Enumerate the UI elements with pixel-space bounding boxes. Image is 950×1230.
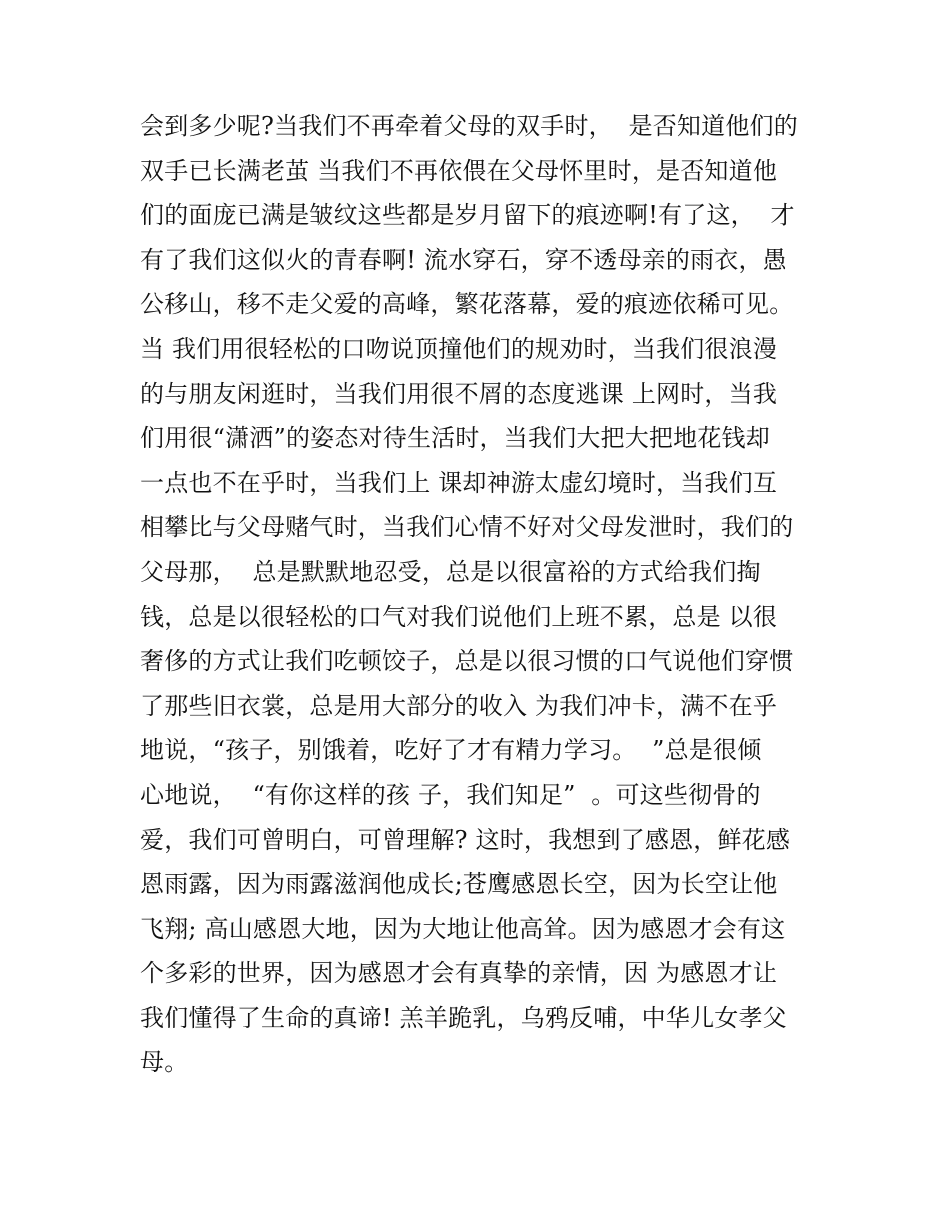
text-line-3: 们的面庞已满是皱纹这些都是岁月留下的痕迹啊!有了这， 才	[140, 201, 795, 230]
text-line-1: 会到多少呢?当我们不再牵着父母的双手时， 是否知道他们的	[140, 112, 798, 140]
body-paragraph	[140, 104, 820, 1085]
text-line-5: 公移山，移不走父爱的高峰，繁花落幕，爱的痕迹依稀可见。	[140, 290, 794, 319]
text-line-2: 双手已长满老茧 当我们不再依偎在父母怀里时，是否知道他	[140, 156, 778, 185]
text-line-17: 爱，我们可曾明白，可曾理解? 这时，我想到了感恩，鲜花感	[140, 825, 791, 854]
text-line-4: 有了我们这似火的青春啊! 流水穿石，穿不透母亲的雨衣，愚	[140, 245, 787, 274]
text-line-15: 地说，“孩子，别饿着，吃好了才有精力学习。 ”总是很倾	[140, 736, 762, 765]
text-line-20: 个多彩的世界，因为感恩才会有真挚的亲情，因 为感恩才让	[140, 959, 778, 988]
text-line-16: 心地说， “有你这样的孩 子，我们知足” 。可这些彻骨的	[140, 780, 761, 809]
text-line-14: 了那些旧衣裳，总是用大部分的收入 为我们冲卡，满不在乎	[140, 691, 778, 720]
text-line-18: 恩雨露，因为雨露滋润他成长;苍鹰感恩长空，因为长空让他	[140, 870, 778, 899]
text-line-9: 一点也不在乎时，当我们上 课却神游太虚幻境时，当我们互	[140, 468, 778, 497]
text-line-21: 我们懂得了生命的真谛! 羔羊跪乳，乌鸦反哺，中华儿女孝父	[140, 1003, 787, 1032]
text-line-13: 奢侈的方式让我们吃顿饺子，总是以很习惯的口气说他们穿惯	[140, 647, 794, 676]
text-line-11: 父母那， 总是默默地忍受，总是以很富裕的方式给我们掏	[140, 557, 761, 586]
text-line-19: 飞翔; 高山感恩大地，因为大地让他高耸。因为感恩才会有这	[140, 914, 786, 943]
text-line-8: 们用很“潇洒”的姿态对待生活时，当我们大把大把地花钱却	[140, 424, 770, 453]
text-line-12: 钱，总是以很轻松的口气对我们说他们上班不累，总是 以很	[140, 602, 778, 631]
text-line-22: 母。	[140, 1048, 189, 1077]
text-line-10: 相攀比与父母赌气时，当我们心情不好对父母发泄时，我们的	[140, 513, 794, 542]
text-line-6: 当 我们用很轻松的口吻说顶撞他们的规劝时，当我们很浪漫	[140, 334, 778, 363]
text-line-7: 的与朋友闲逛时，当我们用很不屑的态度逃课 上网时，当我	[140, 379, 778, 408]
